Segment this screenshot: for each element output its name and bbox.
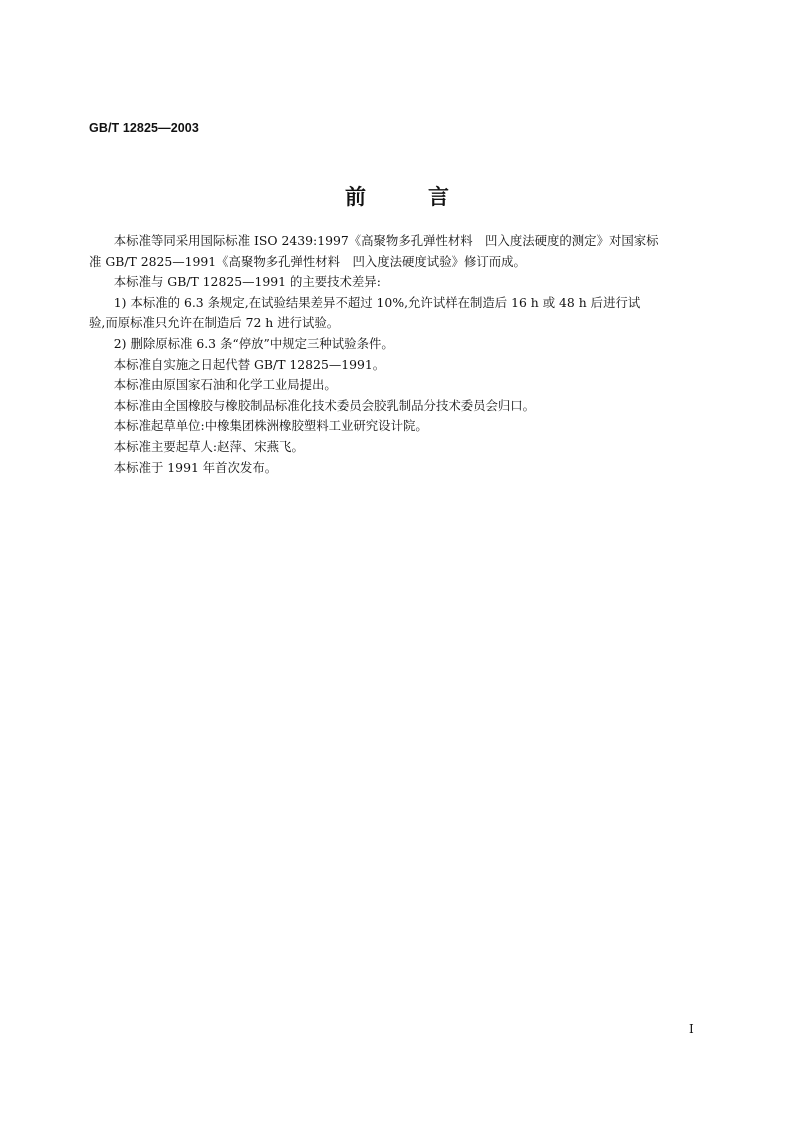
- paragraph-replaces: 本标准自实施之日起代替 GB/T 12825—1991。: [113, 356, 386, 372]
- paragraph-first-published: 本标准于 1991 年首次发布。: [113, 459, 278, 475]
- paragraph-differences-intro: 本标准与 GB/T 12825—1991 的主要技术差异:: [113, 274, 381, 290]
- paragraph-drafters: 本标准主要起草人:赵萍、宋燕飞。: [113, 438, 304, 454]
- paragraph-drafting-unit: 本标准起草单位:中橡集团株洲橡胶塑料工业研究设计院。: [113, 418, 428, 434]
- paragraph-difference-1: 1) 本标准的 6.3 条规定,在试验结果差异不超过 10%,允许试样在制造后 16 h 或 48 h 后进行试: [113, 294, 641, 310]
- paragraph-adoption: 本标准等同采用国际标准 ISO 2439:1997《高聚物多孔弹性材料 凹入度法硬度的测定》对国家标: [113, 233, 659, 248]
- page-title: 前言: [345, 185, 511, 209]
- paragraph-proposed-by: 本标准由原国家石油和化学工业局提出。: [113, 377, 337, 393]
- paragraph-difference-1-cont: 验,而原标准只允许在制造后 72 h 进行试验。: [89, 315, 340, 331]
- paragraph-responsible: 本标准由全国橡胶与橡胶制品标准化技术委员会胶乳制品分技术委员会归口。: [113, 397, 536, 413]
- foreword-body: [89, 231, 707, 478]
- page-number: I: [689, 1022, 694, 1036]
- paragraph-difference-2: 2) 删除原标准 6.3 条“停放”中规定三种试验条件。: [113, 335, 394, 351]
- paragraph-adoption-cont: 准 GB/T 2825—1991《高聚物多孔弹性材料 凹入度法硬度试验》修订而成。: [89, 253, 526, 269]
- standard-code: GB/T 12825—2003: [89, 121, 199, 135]
